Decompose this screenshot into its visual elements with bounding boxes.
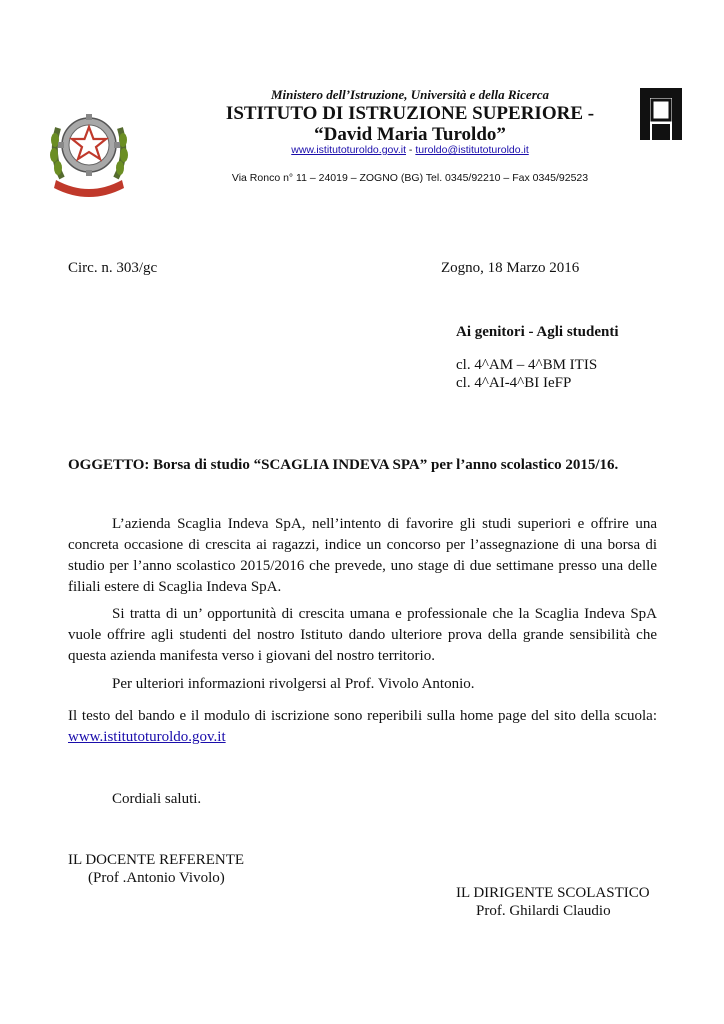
- director-role: IL DIRIGENTE SCOLASTICO: [456, 885, 650, 901]
- recipients-title: Ai genitori - Agli studenti: [456, 324, 619, 340]
- body-paragraph-2: Si tratta di un’ opportunità di crescita umana e professionale che la Scaglia Indeva SpA vuole offrire agli studenti del nostro Istituto dando ulteriore prova della grande sensibilità che questa azienda manifesta verso i giovani del nostro territorio.: [68, 606, 657, 664]
- circular-date: Zogno, 18 Marzo 2016: [441, 260, 580, 276]
- school-website-link[interactable]: www.istitutoturoldo.gov.it: [68, 729, 226, 745]
- link-separator: -: [406, 144, 416, 156]
- body-paragraph-4: [68, 706, 657, 748]
- body-paragraph-4-text: Il testo del bando e il modulo di iscrizione sono reperibili sulla home page del sito della scuola:: [68, 708, 657, 724]
- italian-republic-emblem: [44, 100, 134, 200]
- contact-links: [150, 144, 670, 156]
- circular-number: Circ. n. 303/gc: [68, 260, 158, 276]
- referent-name: (Prof .Antonio Vivolo): [88, 870, 225, 886]
- recipients-classes-1: cl. 4^AM – 4^BM ITIS: [456, 357, 598, 373]
- referent-role: IL DOCENTE REFERENTE: [68, 852, 245, 868]
- email-link[interactable]: turoldo@istitutoturoldo.it: [415, 144, 529, 156]
- recipients-classes-2: cl. 4^AI-4^BI IeFP: [456, 375, 572, 391]
- director-name: Prof. Ghilardi Claudio: [476, 903, 611, 919]
- body-paragraph-1: L’azienda Scaglia Indeva SpA, nell’intento di favorire gli studi superiori e offrire una concreta occasione di crescita ai ragazzi, indice un concorso per l’assegnazione di una borsa di studio per l’anno scolastico 2015/2016 che prevede, uno stage di due settimane presso una delle filiali estere di Scaglia Indeva SpA.: [68, 516, 657, 595]
- closing-greeting: Cordiali saluti.: [112, 791, 202, 807]
- subject-line: OGGETTO: Borsa di studio “SCAGLIA INDEVA SPA” per l’anno scolastico 2015/16.: [68, 457, 619, 473]
- website-link[interactable]: www.istitutoturoldo.gov.it: [291, 144, 407, 156]
- institute-subname: “David Maria Turoldo”: [314, 124, 506, 145]
- institute-name: ISTITUTO DI ISTRUZIONE SUPERIORE -: [225, 103, 595, 124]
- body-paragraph-3: Per ulteriori informazioni rivolgersi al Prof. Vivolo Antonio.: [112, 676, 475, 692]
- school-address: Via Ronco n° 11 – 24019 – ZOGNO (BG) Tel. 0345/92210 – Fax 0345/92523: [231, 172, 589, 184]
- ministry-name: Ministero dell’Istruzione, Università e della Ricerca: [270, 87, 550, 102]
